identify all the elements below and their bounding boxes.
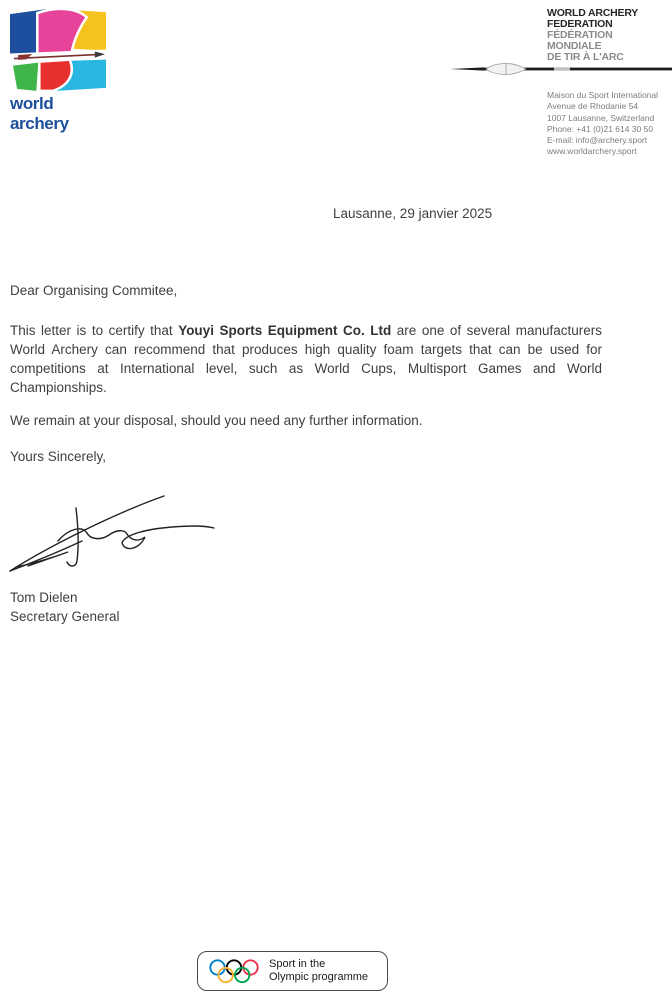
address-line: Maison du Sport International	[547, 90, 659, 100]
address-block	[547, 90, 658, 158]
body-text-after: are one of several manufacturers World Archery can recommend that produces high quality foam targets that can be used for competitions at International level, such as World Cups, Multisport Games and World Championships.	[10, 323, 602, 395]
dateline: Lausanne, 29 janvier 2025	[333, 206, 493, 221]
signatory-name: Tom Dielen	[10, 590, 78, 605]
body-paragraph	[10, 321, 602, 397]
org-name-fr-line1: FÉDÉRATION	[547, 29, 613, 41]
signature-image	[6, 483, 218, 575]
olympic-badge-line2: Olympic programme	[269, 971, 369, 983]
body-text-before: This letter is to certify that	[10, 323, 179, 338]
logo-wordmark: world archery	[10, 94, 69, 133]
address-line: Phone: +41 (0)21 614 30 50	[547, 123, 654, 134]
closing-line: We remain at your disposal, should you need any further information.	[10, 413, 423, 428]
logo-shape-green	[13, 63, 38, 91]
signoff: Yours Sincerely,	[10, 449, 107, 464]
address-line: www.worldarchery.sport	[547, 146, 637, 157]
org-name-fr-line2: MONDIALE	[547, 40, 602, 52]
world-archery-logo-icon	[10, 8, 106, 91]
company-name: Youyi Sports Equipment Co. Ltd	[178, 323, 392, 338]
olympic-badge-line1: Sport in the	[269, 958, 326, 970]
olympic-rings-icon	[208, 958, 260, 985]
arrow-divider-icon	[448, 60, 672, 78]
olympic-programme-badge	[197, 951, 388, 991]
org-name-en-line2: FEDERATION	[547, 18, 613, 30]
org-name-block	[547, 8, 669, 63]
org-name-en-line1: WORLD ARCHERY	[547, 7, 639, 19]
address-line: Avenue de Rhodanie 54	[547, 101, 639, 112]
world-archery-logo	[10, 8, 108, 134]
address-line: 1007 Lausanne, Switzerland	[547, 112, 655, 123]
signatory-title: Secretary General	[10, 609, 120, 624]
olympic-badge-text	[269, 958, 368, 984]
address-line: E-mail: info@archery.sport	[547, 135, 648, 146]
org-name-fr-line3: DE TIR À L'ARC	[547, 51, 624, 63]
salutation: Dear Organising Commitee,	[10, 283, 178, 298]
